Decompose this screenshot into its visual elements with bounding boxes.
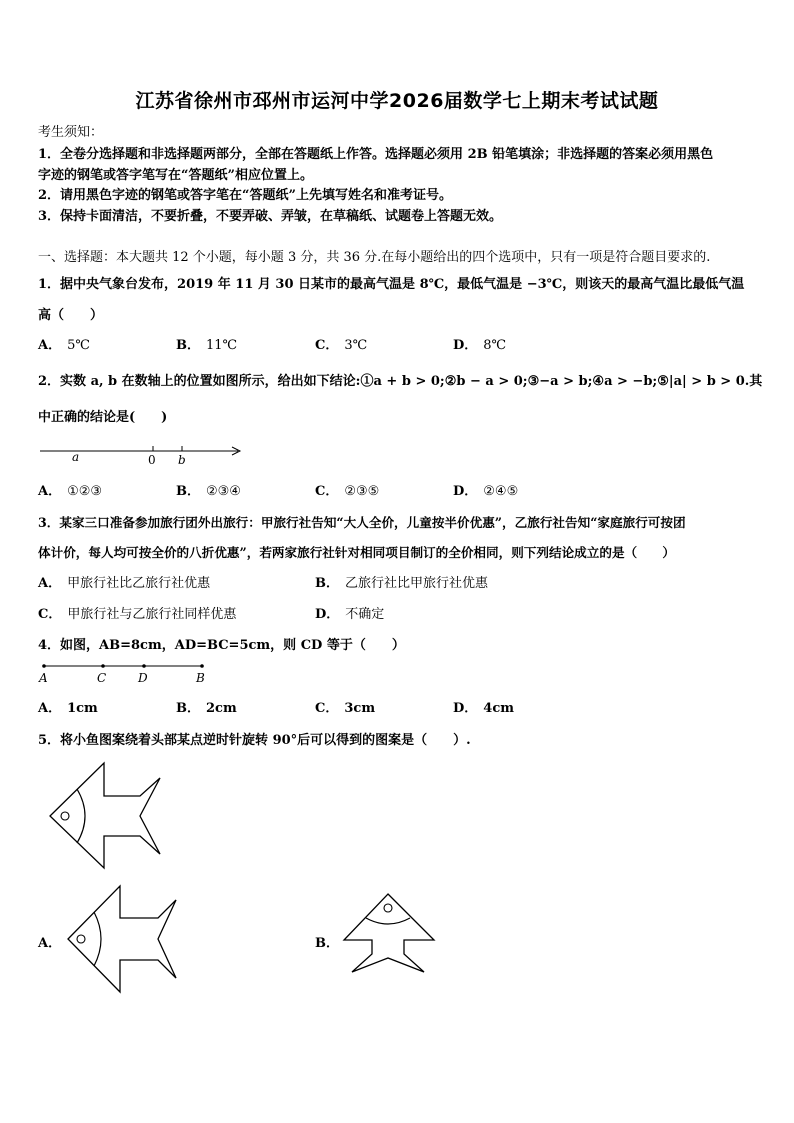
question-2-text: 2．实数 a, b 在数轴上的位置如图所示，给出如下结论:①a + b > 0;②b − a > 0;③−a > b;④a > −b;⑤|a| > b > 0.其 [38, 374, 763, 389]
q1-option-c[interactable]: C． 3℃ [315, 338, 368, 353]
q3-option-c[interactable]: C． 甲旅行社与乙旅行社同样优惠 [38, 607, 237, 622]
label-a: A [39, 671, 48, 685]
fish-body [50, 763, 160, 868]
q5-option-b-label[interactable]: B． [315, 936, 339, 951]
q4-option-c[interactable]: C． 3cm [315, 701, 376, 716]
question-1-text-cont: 高（ ） [38, 308, 104, 323]
number-line-figure [38, 442, 248, 466]
axis-label-zero: 0 [148, 453, 156, 467]
label-d: D [138, 671, 148, 685]
notice-item-1-cont: 字迹的钢笔或答字笔写在“答题纸”相应位置上。 [38, 168, 313, 183]
question-3-text-cont: 体计价，每人均可按全价的八折优惠”，若两家旅行社针对相同项目制订的全价相同，则下列结论成立的是（ ） [38, 545, 675, 560]
q1-option-a[interactable]: A． 5℃ [38, 338, 90, 353]
page-title: 江苏省徐州市邳州市运河中学2026届数学七上期末考试试题 [135, 90, 659, 112]
question-4-text: 4．如图，AB=8cm，AD=BC=5cm，则 CD 等于（ ） [38, 638, 405, 653]
q5-option-a-label[interactable]: A． [38, 936, 62, 951]
q3-option-a[interactable]: A． 甲旅行社比乙旅行社优惠 [38, 576, 211, 591]
q2-option-c[interactable]: C． ②③⑤ [315, 484, 380, 499]
notice-heading: 考生须知： [38, 125, 104, 140]
q4-option-d[interactable]: D． 4cm [453, 701, 514, 716]
label-b: B [196, 671, 205, 685]
axis-label-b: b [178, 453, 186, 467]
fish-figure-option-b[interactable] [340, 892, 440, 992]
q4-option-b[interactable]: B． 2cm [176, 701, 237, 716]
point-a [42, 664, 46, 668]
section-heading: 一、选择题：本大题共 12 个小题，每小题 3 分，共 36 分.在每小题给出的四个选项中，只有一项是符合题目要求的. [38, 250, 711, 265]
question-2-text-cont: 中正确的结论是( ) [38, 410, 168, 425]
notice-item-1: 1．全卷分选择题和非选择题两部分，全部在答题纸上作答。选择题必须用 2B 铅笔填涂；非选择题的答案必须用黑色 [38, 147, 714, 162]
point-c [101, 664, 105, 668]
fish-body [344, 894, 434, 972]
question-3-text: 3．某家三口准备参加旅行团外出旅行：甲旅行社告知“大人全价，儿童按半价优惠”，乙旅行社告知“家庭旅行可按团 [38, 515, 686, 530]
q2-option-a[interactable]: A． ①②③ [38, 484, 103, 499]
q3-option-d[interactable]: D． 不确定 [315, 607, 385, 622]
q4-option-a[interactable]: A． 1cm [38, 701, 98, 716]
fish-body [68, 886, 176, 992]
q1-option-b[interactable]: B． 11℃ [176, 338, 238, 353]
q2-option-d[interactable]: D． ②④⑤ [453, 484, 519, 499]
point-d [142, 664, 146, 668]
notice-item-3: 3．保持卡面清洁，不要折叠，不要弄破、弄皱，在草稿纸、试题卷上答题无效。 [38, 209, 503, 224]
question-1-text: 1．据中央气象台发布，2019 年 11 月 30 日某市的最高气温是 8℃，最低气温是 −3℃，则该天的最高气温比最低气温 [38, 277, 745, 292]
point-b [200, 664, 204, 668]
label-c: C [97, 671, 107, 685]
q2-option-b[interactable]: B． ②③④ [176, 484, 241, 499]
question-5-text: 5．将小鱼图案绕着头部某点逆时针旋转 90°后可以得到的图案是（ ）. [38, 733, 471, 748]
fish-figure-original [44, 760, 164, 872]
segment-figure [38, 660, 218, 688]
q3-option-b[interactable]: B． 乙旅行社比甲旅行社优惠 [315, 576, 489, 591]
fish-figure-option-a[interactable] [64, 884, 184, 996]
q1-option-d[interactable]: D． 8℃ [453, 338, 507, 353]
notice-item-2: 2．请用黑色字迹的钢笔或答字笔在“答题纸”上先填写姓名和准考证号。 [38, 188, 453, 203]
axis-label-a: a [72, 450, 80, 464]
